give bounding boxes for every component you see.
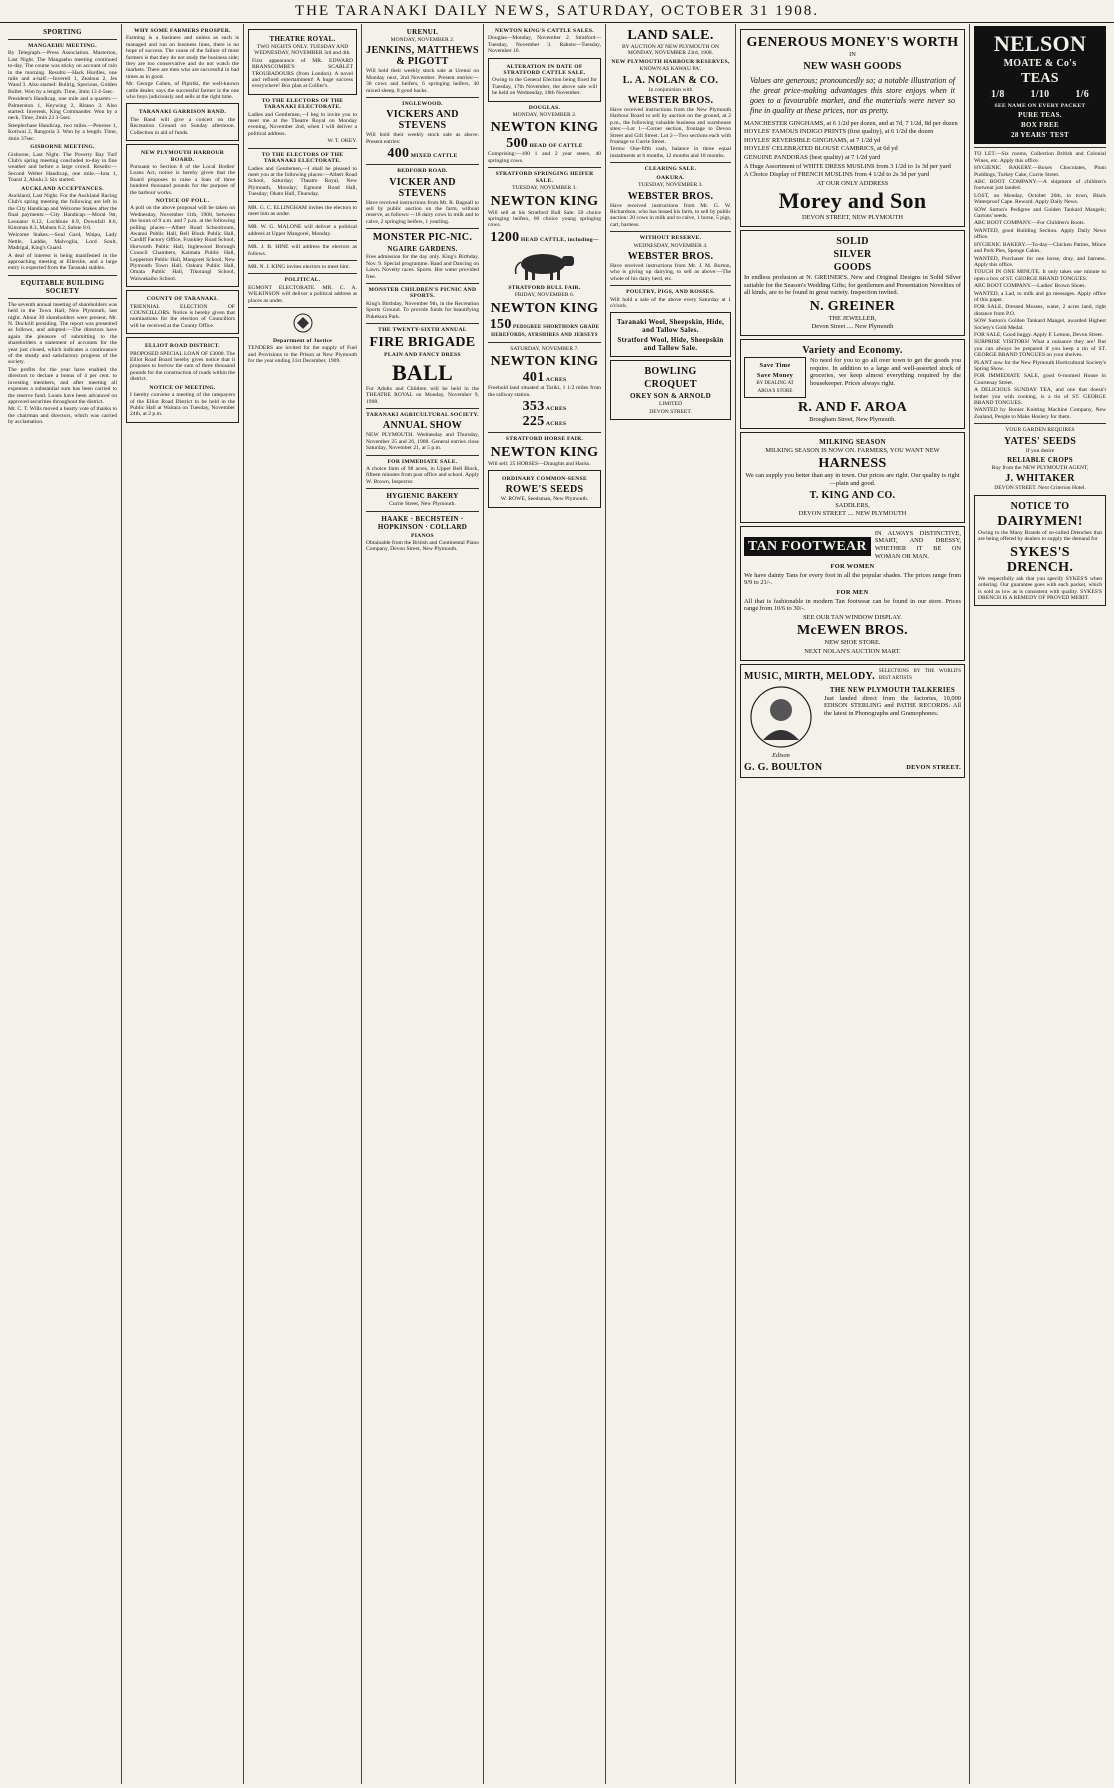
variety-heading: Variety and Economy. bbox=[802, 344, 903, 356]
price-item: A Choice Display of FRENCH MUSLINS from 4 1/2d to 2s 3d per yard bbox=[744, 171, 930, 179]
auctioneer-name: VICKERS AND STEVENS bbox=[386, 109, 459, 132]
notice-text: A poll on the above proposal will be taken on Wednesday, November 11th, 1908, between the hours of 9 a.m. and 7 p.m. at the following polling places:—Albert Road Schoolroom, Awanui Public Hall, Bell Block Public Hall, Cardiff Factory Office, Frankley Road School, Hurworth Public Hall, Inglewood Borough Council Chambers, Kaimata Public Hall, Lepperton Public Hall, Mangorei School, New Plymouth Town Hall, Oakura Public Hall, Omata Public Hall, Tikorangi School, Waiwakaiho School. bbox=[130, 205, 235, 282]
sale-text: Douglas—Monday, November 2. Stratford—Tuesday, November 3. Rahotu—Tuesday, November 10. bbox=[488, 35, 601, 55]
sale-date: MONDAY, NOVEMBER 2. bbox=[390, 37, 455, 43]
sale-text: Comprising:—100 1 and 2 year steers, 40 springing cows. bbox=[488, 151, 601, 164]
sale-text: A choice farm of 98 acres, in Upper Bell Block, fifteen minutes from post office and school. Apply W. Brown, Inspector. bbox=[366, 466, 479, 485]
croquet-heading: CROQUET bbox=[644, 379, 697, 391]
classified-ad: ABC BOOT COMPANY.—For Children's Boots. bbox=[974, 220, 1085, 227]
dairymen-heading: DAIRYMEN! bbox=[997, 513, 1083, 529]
bull-count: 150 PEDIGREE SHORTHORN GRADE HEREFORDS, AYRSHIRES AND JERSEYS bbox=[489, 316, 600, 338]
alteration-notice bbox=[488, 58, 601, 102]
price-item: HOYLES' FAMOUS INDIGO PRINTS (first quality), at 6 1/2d the dozen bbox=[744, 128, 934, 136]
harbour-notice bbox=[126, 144, 239, 287]
goods-heading: GOODS bbox=[833, 261, 872, 273]
wool-heading: Taranaki Wool, Sheepskin, Hide, and Tallow Sales. bbox=[616, 318, 725, 335]
music-sub: SELECTIONS BY THE WORLD'S BEST ARTISTS bbox=[878, 668, 961, 682]
divider bbox=[366, 455, 479, 456]
notice-text: MR. J. B. HINE will address the electors as follows. bbox=[248, 244, 357, 257]
aroa-ad bbox=[740, 339, 965, 429]
dress-label: PLAIN AND FANCY DRESS bbox=[384, 352, 461, 359]
sale-text: Will hold their weekly stock sale at Urenui on Monday next, 2nd November. Present entries:—30 cows and heifers, 6 springing heifers, 40 mixed sheep, 8 good hacks. bbox=[366, 68, 479, 94]
aroa-store-label: BY DEALING AT AROA'S STORE bbox=[756, 381, 794, 394]
notice-text: Owing to the General Election being fixed for Tuesday, 17th November, the above sale will be held on Wednesday, 18th November. bbox=[492, 77, 597, 97]
notice-text: MR. N. J. KING invites electors to meet him. bbox=[248, 263, 350, 270]
edison-portrait-icon bbox=[749, 684, 813, 750]
elliot-heading: ELLIOT ROAD DISTRICT. bbox=[145, 343, 220, 350]
notice-text: EGMONT ELECTORATE. MR. C. A. WILKINSON will deliver a political address at places as under. bbox=[248, 284, 357, 304]
sale-date: SATURDAY, NOVEMBER 7. bbox=[510, 345, 579, 352]
talkeries-text: Just landed direct from the factories, 10,000 EDISON STERLING and PATHE RECORDS. All the latest in Phonographs and Gramophones. bbox=[824, 694, 961, 717]
morey-heading: Morey and Son bbox=[778, 188, 927, 214]
article-text: Steeplechase Handicap, two miles.—Penrose 1, Kotiwai 2, Rangoria 3. Won by a length. Time, 4min 37sec. bbox=[8, 122, 117, 142]
oakura-heading: OAKURA. bbox=[656, 174, 685, 181]
silver-goods-ad bbox=[740, 230, 965, 336]
generous-heading: GENEROUS MONEY'S WORTH bbox=[746, 35, 959, 50]
conjunction-label: In conjunction with bbox=[648, 86, 693, 93]
newton-king-heading: NEWTON KING bbox=[490, 300, 599, 316]
reliable-heading: RELIABLE CROPS bbox=[1007, 456, 1073, 465]
women-heading: FOR WOMEN bbox=[830, 563, 875, 571]
notice-text: The Band will give a concert on the Recreation Ground on Sunday afternoon. Collection in aid of funds. bbox=[130, 116, 235, 136]
column-auctions bbox=[362, 24, 484, 1784]
divider bbox=[248, 201, 357, 202]
article-text: Farming is a business and unless as such is managed and run on business lines, there is no hope of success. The cause of the failure of most farmers is that they do not study the business side; they are too conservative and do not watch the markets. There are men who are successful in bad times as in good. bbox=[126, 35, 239, 80]
land-sale-date: BY AUCTION AT NEW PLYMOUTH ON MONDAY, NOVEMBER 23rd, 1908. bbox=[621, 44, 720, 57]
milking-text: MILKING SEASON IS NOW ON. FARMERS, YOU WANT NEW bbox=[765, 446, 940, 454]
sports-text: King's Birthday, November 9th, in the Recreation Sports Ground. To provide funds for beautifying Pukekura Park. bbox=[366, 300, 479, 320]
wash-goods-heading: NEW WASH GOODS bbox=[803, 60, 902, 72]
divider bbox=[248, 240, 357, 241]
inglewood-heading: INGLEWOOD. bbox=[402, 101, 443, 108]
sale-text: Will hold their weekly stock sale as above. Present entries: bbox=[366, 132, 479, 145]
sale-date: TUESDAY, NOVEMBER 3. bbox=[638, 182, 703, 189]
band-heading: TARANAKI GARRISON BAND. bbox=[138, 109, 227, 116]
newton-king-heading: NEWTON KING bbox=[490, 193, 599, 209]
greiner-address: Devon Street .... New Plymouth bbox=[811, 323, 894, 331]
divider bbox=[488, 432, 601, 433]
wash-goods-ad bbox=[740, 29, 965, 227]
acreage: 401 ACRES bbox=[522, 370, 567, 386]
tan-heading: TAN FOOTWEAR bbox=[744, 537, 871, 556]
divider bbox=[366, 408, 479, 409]
buy-label: Buy from the NEW PLYMOUTH AGENT, bbox=[991, 465, 1089, 472]
edison-signature: Edison bbox=[772, 752, 790, 760]
divider bbox=[8, 275, 117, 276]
men-heading: FOR MEN bbox=[836, 589, 869, 596]
sale-date: MONDAY, NOVEMBER 2. bbox=[512, 112, 577, 119]
nelson-moate-ad bbox=[974, 26, 1106, 144]
ag-society: TARANAKI AGRICULTURAL SOCIETY. bbox=[366, 411, 479, 418]
sale-text: Freehold land situated at Tariki, 1 1/2 miles from the railway station. bbox=[488, 385, 601, 398]
newton-king-heading: NEWTON KING bbox=[490, 354, 599, 370]
sale-date: TUESDAY, NOVEMBER 3. bbox=[512, 185, 577, 192]
harbour-reserves: NEW PLYMOUTH HARBOUR RESERVES, bbox=[611, 58, 730, 65]
immediate-sale: FOR IMMEDIATE SALE. bbox=[387, 458, 458, 465]
yates-sub: If you desire bbox=[1025, 447, 1055, 454]
political-heading: POLITICAL. bbox=[284, 277, 321, 284]
classified-ad: WANTED by Bonier Knitting Machine Company, New Zealand, People to Make Hosiery for them. bbox=[974, 407, 1106, 420]
divider bbox=[248, 260, 357, 261]
nolan-heading: L. A. NOLAN & CO. bbox=[622, 74, 719, 86]
silver-heading: SILVER bbox=[833, 248, 872, 260]
divider bbox=[248, 220, 357, 221]
edison-portrait bbox=[744, 684, 818, 760]
talkeries-ad bbox=[740, 664, 965, 778]
address-label: AT OUR ONLY ADDRESS bbox=[816, 179, 889, 187]
teas-heading: TEAS bbox=[1021, 71, 1059, 86]
picnic-text: Free admission for the day only. King's Birthday, Nov. 9. Special programme. Band and Dancing on Lawn. Novelty races. Sports. Hot water provided free. bbox=[366, 254, 479, 280]
brigade-label: THE TWENTY-SIXTH ANNUAL bbox=[378, 326, 467, 333]
harbour-heading: NEW PLYMOUTH HARBOUR BOARD. bbox=[140, 150, 225, 163]
classified-ad: TO LET.—Six rooms, Collection British and Colonial Wines, etc. Apply this office. bbox=[974, 151, 1106, 164]
gisborne-heading: GISBORNE MEETING. bbox=[30, 144, 95, 151]
sale-text: Will sell: 25 HORSES—Draughts and Hacks. bbox=[488, 460, 591, 467]
ball-heading: BALL bbox=[391, 359, 454, 385]
classified-ad: SOW Sutton's Golden Tankard Mangel, awarded Highest Society's Gold Medal. bbox=[974, 318, 1106, 331]
land-sale-heading: LAND SALE. bbox=[627, 28, 714, 43]
divider bbox=[366, 488, 479, 489]
heifer-sale-heading: STRATFORD SPRINGING HEIFER SALE. bbox=[495, 171, 594, 184]
divider bbox=[610, 285, 731, 286]
sporting-heading: SPORTING bbox=[43, 28, 82, 36]
men-text: All that is fashionable in modern Tan footwear can be found in our store. Prices range from 10/6 to 30/-. bbox=[744, 597, 961, 613]
divider bbox=[248, 273, 357, 274]
price-1: 1/8 bbox=[990, 89, 1005, 100]
band-notice bbox=[126, 103, 239, 141]
column-display-ads bbox=[736, 24, 970, 1784]
newton-king-heading: NEWTON KING bbox=[490, 120, 599, 136]
classified-ad: A DELICIOUS SUNDAY TEA, and one that doesn't bother you with cooking, is a tin of ST. GEORGE BRAND TONGUES. bbox=[974, 387, 1106, 407]
sale-date: WEDNESDAY, NOVEMBER 4. bbox=[633, 242, 708, 249]
bakery-heading: HYGIENIC BAKERY bbox=[386, 492, 459, 501]
meeting-heading: NOTICE OF MEETING. bbox=[149, 384, 216, 391]
signature: W. T. OKEY. bbox=[327, 138, 357, 145]
divider bbox=[8, 298, 117, 299]
tan-header bbox=[744, 530, 961, 561]
columns bbox=[4, 24, 1110, 1784]
whitaker-heading: J. WHITAKER bbox=[1005, 473, 1075, 485]
notice-text: PROPOSED SPECIAL LOAN OF £3000. The Elliot Road Board hereby gives notice that it proposes to borrow the sum of three thousand pounds for the construction of roads within the district. bbox=[130, 350, 235, 383]
price-item: MANCHESTER GINGHAMS, at 6 1/2d per dozen, and at 7d, 7 1/2d, 8d per dozen bbox=[744, 119, 958, 127]
theatre-dates: TWO NIGHTS ONLY. TUESDAY AND WEDNESDAY, NOVEMBER 3rd and 4th. bbox=[254, 44, 351, 57]
newton-king-heading: NEWTON KING bbox=[490, 444, 599, 460]
classified-ad: WANTED, Purchaser for one horse, dray, and harness. Apply this office. bbox=[974, 255, 1106, 268]
cattle-count: 500 HEAD OF CATTLE bbox=[506, 136, 583, 152]
equitable-heading: EQUITABLE BUILDING SOCIETY bbox=[20, 278, 105, 295]
sale-text: Will sell at his Stratford Bull Sale: 50 choice springing heifers, 60 choice young springing cows. bbox=[488, 209, 601, 229]
land-terms: Terms: One-fifth cash, balance in three equal instalments at 6 months, 12 months and 18 months. bbox=[610, 146, 731, 159]
theatre-ad bbox=[248, 29, 357, 95]
tea-slogan: SEE NAME ON EVERY PACKET bbox=[994, 103, 1086, 109]
greiner-heading: N. GREINER bbox=[809, 298, 896, 314]
wool-heading-2: Stratford Wool, Hide, Sheepskin and Tallow Sale. bbox=[617, 336, 724, 353]
fire-brigade-heading: FIRE BRIGADE bbox=[369, 335, 476, 351]
price-item: GENUINE PANDORAS (best quality) at 7 1/2d yard bbox=[744, 153, 881, 161]
mangaehu-heading: MANGAEHU MEETING. bbox=[28, 43, 97, 49]
theatre-text: First appearance of MR. EDWARD BRANSCOMBE'S SCARLET TROUBADOURS (from London). A novel and refined entertainment! A huge success everywhere! Box plan at Collier's. bbox=[252, 57, 353, 90]
sale-text: Will hold a sale of the above every Saturday at 1 o'clock. bbox=[610, 296, 731, 309]
divider bbox=[366, 283, 479, 284]
price-item: HOYLES' CELEBRATED BLOUSE CAMBRICS, at 6d yd bbox=[744, 145, 898, 153]
okey-ad bbox=[610, 360, 731, 420]
whitaker-address: DEVON STREET. Next Criterion Hotel. bbox=[994, 485, 1086, 492]
cattle-count: 400 MIXED CATTLE bbox=[387, 146, 458, 162]
mcewen-address: NEXT NOLAN'S AUCTION MART. bbox=[804, 647, 901, 655]
webster-heading: WEBSTER BROS. bbox=[627, 250, 714, 262]
dairy-text: Owing to the Many Brands of so-called Drenches that are being offered by dealers to supply the demand for bbox=[978, 529, 1102, 543]
garden-label: YOUR GARDEN REQUIRES bbox=[1005, 427, 1075, 434]
divider bbox=[366, 164, 479, 165]
masthead: THE TARANAKI DAILY NEWS, SATURDAY, OCTOBER 31 1908. bbox=[0, 0, 1114, 23]
classified-ad: SOW Sutton's Pedigree and Golden Tankard Mangels; Gartons' seeds. bbox=[974, 206, 1106, 220]
divider bbox=[248, 307, 357, 308]
price-3: 1/6 bbox=[1075, 89, 1090, 100]
aroa-text: No need for you to go all over town to get the goods you require. In addition to a large and well-assorted stock of groceries, we keep almost everything required by the housekeeper. Prices always right. bbox=[810, 356, 961, 387]
county-notice bbox=[126, 290, 239, 334]
article-text: A deal of interest is being manifested in the approaching meeting at Ellerslie, and a large entry is expected from the Taranaki stables. bbox=[8, 252, 117, 272]
article-text: Auckland, Last Night. For the Auckland Racing Club's spring meeting the following are left in the City Handicap and Welcome Stakes after the final payments:—City Handicap.—Moral 9st, Leonator 8.12, Lochbuie 8.9, Downfall 8.6, Kinsman 8.3, Mahuta 8.2, Salute 8.0. bbox=[8, 192, 117, 231]
article-text: Mr. C. T. Wills moved a hearty vote of thanks to the chairman and directors, which was carried by acclamation. bbox=[8, 406, 117, 426]
classified-ad: TOUCH IN ONE MINUTE. It only takes one minute to open a box of ST. GEORGE BRAND TONGUES. bbox=[974, 269, 1106, 282]
picnic-heading: MONSTER PIC-NIC. bbox=[372, 232, 473, 244]
show-heading: ANNUAL SHOW bbox=[382, 420, 463, 432]
boulton-heading: G. G. BOULTON bbox=[744, 761, 823, 773]
divider bbox=[610, 162, 731, 163]
boulton-footer bbox=[744, 760, 961, 774]
article-text: The seventh annual meeting of shareholders was held in the Town Hall, New Plymouth, last night. About 30 shareholders were present, Mr. N. Dockrill presiding. The report was presented as follows, and adopted:—The directors have again the pleasure of submitting to the shareholders a statement of accounts for the year just closed, which indicates a continuance of the steady and satisfactory progress of the society. bbox=[8, 301, 117, 366]
harness-heading: HARNESS bbox=[818, 456, 887, 472]
auckland-heading: AUCKLAND ACCEPTANCES. bbox=[21, 185, 104, 192]
tking-address: DEVON STREET .... NEW PLYMOUTH bbox=[798, 510, 907, 518]
classified-ad: FOR SALE, Dressed Mosses, water, 2 acres land, right distance from P.O. bbox=[974, 304, 1106, 317]
talkeries-body bbox=[744, 684, 961, 760]
years-test: 28 YEARS' TEST bbox=[1011, 131, 1069, 140]
notice-text: TRIENNIAL ELECTION OF COUNCILLORS. Notice is hereby given that nominations for the election of Councillors will be received at the County Office. bbox=[130, 303, 235, 329]
webster-heading: WEBSTER BROS. bbox=[627, 95, 714, 107]
cattle-count: 1200 HEAD CATTLE, including— bbox=[490, 229, 599, 245]
poultry-heading: POULTRY, PIGS, AND ROSSES. bbox=[626, 289, 715, 296]
solid-heading: SOLID bbox=[836, 235, 869, 247]
poll-heading: NOTICE OF POLL. bbox=[155, 197, 210, 204]
divider bbox=[248, 148, 357, 149]
alteration-heading: ALTERATION IN DATE OF STRATFORD CATTLE SALE. bbox=[503, 63, 586, 77]
okey-heading: OKEY SON & ARNOLD bbox=[630, 392, 711, 401]
save-time: Save Time bbox=[759, 361, 791, 369]
moate-heading: MOATE & Co's bbox=[1003, 58, 1077, 69]
column-newton-king bbox=[484, 24, 606, 1784]
bowling-heading: BOWLING bbox=[644, 366, 697, 378]
save-box bbox=[744, 357, 806, 398]
sale-text: Have received instructions from Mr. J. M. Burton, who is giving up dairying, to sell as above:—The whole of his dairy herd, etc. bbox=[610, 262, 731, 282]
jeweller-label: THE JEWELLER, bbox=[828, 314, 877, 322]
silver-text: In endless profusion at N. GREINER'S. New and Original Designs in Solid Silver suitable for the Season's Wedding Gifts; for gentlemen and Presentation Novelties of all kinds, are to be found in great variety. Inspection invited. bbox=[744, 273, 961, 297]
sale-text: Have received instructions from Mr. G. W. Richardson, who has leased his farm, to sell by public auction: 20 cows in milk and to calve, 1 horse, 5 pigs, cart, harness. bbox=[610, 202, 731, 228]
column-sporting bbox=[4, 24, 122, 1784]
sykes-heading: SYKES'S DRENCH. bbox=[1006, 544, 1074, 575]
piano-brands: HAAKE · BECHSTEIN · HOPKINSON · COLLARD bbox=[377, 514, 468, 531]
classified-ad: WANTED, a Lad, to milk and go messages. Apply office of this paper. bbox=[974, 290, 1106, 303]
sports-heading: MONSTER CHILDREN'S PICNIC AND SPORTS. bbox=[368, 286, 477, 300]
seeds-heading: ROWE'S SEEDS bbox=[505, 484, 584, 496]
classified-ad: WANTED, good Building Section. Apply Daily News office. bbox=[974, 227, 1106, 241]
article-text: Gisborne, Last Night. The Poverty Bay Turf Club's spring meeting concluded to-day in fine weather and before a large crowd. Results:—Second Welter Handicap, one mile.—Iota 1, Toaral 2, Ahulu 3. Six started. bbox=[8, 151, 117, 184]
price-item: A Huge Assortment of WHITE DRESS MUSLINS from 3 1/2d to 1s 3d per yard bbox=[744, 162, 951, 170]
show-text: NEW PLYMOUTH. Wednesday and Thursday, November 25 and 26, 1908. General entries close Saturday, November 21, at 5 p.m. bbox=[366, 432, 479, 452]
aroa-heading: R. AND F. AROA bbox=[797, 400, 908, 416]
classified-ad: SURPRISE VISITORS! What a nuisance they are! But you can always be prepared if you keep a tin of ST. GEORGE BRAND TONGUES on your shelves. bbox=[974, 339, 1106, 359]
article-text: By Telegraph.—Press Association. Masterton, Last Night. The Mangaehu meeting continued to-day. The course was sticky on account of rain in the morning. Results:—Hack Hurdles, one mile and a-half.—Inverell 1, Zealous 2, Jes Wand 3. Also started: Bullrig, Specious, Golden Bullet. Won by a length. Time, 3min 13 4-5sec. bbox=[8, 50, 117, 95]
column-notices bbox=[122, 24, 244, 1784]
acreage: 225 ACRES bbox=[522, 414, 567, 430]
tking-heading: T. KING AND CO. bbox=[809, 489, 896, 501]
notice-text: I hereby convene a meeting of the ratepayers of the Elliot Road District to be held in the Public Hall at Waitara on Tuesday, November 24th, at 2 p.m. bbox=[130, 392, 235, 418]
tan-footwear-ad bbox=[740, 526, 965, 661]
divider bbox=[366, 323, 479, 324]
okey-limited: LIMITED bbox=[659, 401, 682, 408]
column-land-sale bbox=[606, 24, 736, 1784]
urenui-heading: URENUI. bbox=[406, 28, 439, 36]
music-header bbox=[744, 668, 961, 684]
morey-address: DEVON STREET, NEW PLYMOUTH bbox=[801, 214, 903, 222]
box-free: BOX FREE bbox=[1021, 121, 1059, 130]
article-text: Mr. George Cohen, of Pipiriki, the well-known cattle dealer, says the successful farmer is the one who buys judiciously and sells at the right time. bbox=[126, 81, 239, 101]
divider bbox=[974, 423, 1106, 424]
ball-text: For Adults and Children will be held in the THEATRE ROYAL on Monday, November 9, 1908. bbox=[366, 385, 479, 405]
mcewen-sub: NEW SHOE STORE. bbox=[824, 639, 881, 647]
notice-text: MR. W. G. MALONE will deliver a political address at Upper Mangorei, Monday. bbox=[248, 224, 357, 237]
clearing-heading: CLEARING SALE. bbox=[644, 166, 697, 173]
webster-heading: WEBSTER BROS. bbox=[627, 190, 714, 202]
article-text: President's Handicap, one mile and a quarter.—Palmerston 1, Keywing 2, Ritano 3. Also started: Inveresk, King Commander. Won by a neck. Time, 2min 23 3-5sec. bbox=[8, 96, 117, 122]
justice-heading: Department of Justice bbox=[272, 338, 333, 344]
aroa-body bbox=[744, 357, 961, 398]
mcewen-heading: McEWEN BROS. bbox=[797, 623, 908, 639]
divider bbox=[366, 97, 479, 98]
divider bbox=[366, 511, 479, 512]
electors-heading: TO THE ELECTORS OF THE TARANAKI ELECTORATE. bbox=[261, 151, 344, 165]
divider bbox=[8, 39, 117, 40]
notice-text: Ladies and Gentlemen,—I beg to invite you to meet me at the Theatre Royal on Monday evening, November 2nd, when I will deliver a political address. bbox=[248, 111, 357, 137]
divider bbox=[488, 167, 601, 168]
notice-heading: NOTICE TO bbox=[1010, 500, 1070, 512]
elliot-notice bbox=[126, 337, 239, 422]
wash-intro: Values are generous; pronouncedly so; a notable illustration of the great price-making advantages this store enjoys when it goes to a favourable market, and the materials were never so fine in quality at these prices, nor as pretty. bbox=[750, 75, 955, 115]
farmers-heading: WHY SOME FARMERS PROSPER. bbox=[134, 28, 231, 34]
douglas-heading: DOUGLAS. bbox=[528, 104, 561, 111]
save-money: Save Money bbox=[756, 371, 794, 379]
classified-ad: HYGIENIC BAKERY.—Boxes Chocolates, Plum Puddings, Turkey Cake, Currie Street. bbox=[974, 165, 1106, 178]
aroa-address: Brougham Street, New Plymouth. bbox=[809, 416, 896, 424]
cattle-sales-heading: NEWTON KING'S CATTLE SALES. bbox=[495, 28, 594, 34]
notice-text: MR. G. C. ELLINGHAM invites the electors to meet him as under. bbox=[248, 204, 357, 217]
classified-ad: HYGIENIC BAKERY.—To-day—Chicken Patties, Mince and Pork Pies, Sponge Cakes. bbox=[974, 241, 1106, 255]
column-classified bbox=[970, 24, 1110, 1784]
music-heading: MUSIC, MIRTH, MELODY. bbox=[744, 670, 875, 682]
boulton-address: DEVON STREET. bbox=[906, 763, 961, 771]
window-label: SEE OUR TAN WINDOW DISPLAY. bbox=[803, 613, 902, 621]
notice-text: Ladies and Gentlemen,—I shall be pleased to meet you at the following places:—Albert Road School, Saturday; Theatre Royal, New Plymouth, Monday; Egmont Road Hall, Tuesday; Okato Hall, Thursday. bbox=[248, 165, 357, 198]
classified-ad: ABC BOOT COMPANY.—A shipment of children's footwear just landed. bbox=[974, 179, 1106, 192]
bedford-heading: BEDFORD ROAD. bbox=[397, 168, 448, 175]
notice-text: TENDERS are invited for the supply of Fuel and Provisions to the Prison at New Plymouth for the year ending 31st December, 1909. bbox=[248, 345, 357, 365]
pure-teas: PURE TEAS. bbox=[1018, 111, 1062, 120]
in-label: IN bbox=[849, 51, 856, 58]
sykes-text: We respectfully ask that you specify SYKES'S when ordering. Our guarantee goes with each packet, which is sold as low as is consistent with quality. SYKES'S DRENCH IS A REMEDY OF PROVED MERIT. bbox=[978, 575, 1102, 601]
price-item: HOYLES' REVERSIBLE GINGHAMS, at 7 1/2d yd bbox=[744, 136, 881, 144]
rowe-address: W. ROWE, Seedsman, New Plymouth. bbox=[500, 496, 589, 503]
article-text: Welcome Stakes.—Soul Gard, Waipu, Lady Nettle, Laddie, Malvoglia, Lord Soult, Madrigal, King's Guard. bbox=[8, 232, 117, 252]
notice-text: Pursuant to Section 8 of the Local Bodies' Loans Act, notice is hereby given that the Board proposes to raise a loan of three hundred thousand pounds for the purpose of the harbour works. bbox=[130, 163, 235, 196]
auctioneer-name: VICKER AND STEVENS bbox=[389, 176, 456, 199]
classified-ad: FOR SALE, Good buggy. Apply F. Lemon, Devon Street. bbox=[974, 331, 1104, 338]
harness-ad bbox=[740, 432, 965, 523]
okey-address: DEVON STREET. bbox=[649, 408, 692, 415]
harness-text: We can supply you better than any in town. Our prices are right. Our quality is right—plain and good. bbox=[745, 472, 960, 488]
county-heading: COUNTY OF TARANAKI. bbox=[146, 296, 219, 303]
sale-text: Have received instructions from Mr. R. Bagnall to sell by public auction on the farm, without reserve, as follows:—18 dairy cows in milk and to calve, 2 springing heifers, 1 yearling. bbox=[366, 199, 479, 225]
article-text: The profits for the year have enabled the directors to declare a bonus of 4 per cent. to investing members, and after meeting all expenses a substantial sum has been carried to the reserve fund. Loans have been advanced on approved securities throughout the district. bbox=[8, 366, 117, 405]
tea-prices bbox=[978, 87, 1102, 101]
without-reserve-heading: WITHOUT RESERVE. bbox=[639, 235, 702, 242]
auctioneer-name: JENKINS, MATTHEWS & PIGOTT bbox=[366, 45, 479, 68]
nelson-heading: NELSON bbox=[993, 31, 1087, 56]
yates-heading: YATES' SEEDS bbox=[1003, 435, 1077, 447]
bull-fair-heading: STRATFORD BULL FAIR. bbox=[508, 284, 581, 291]
land-text: Have received instructions from the New Plymouth Harbour Board to sell by auction on the ground, at 2 p.m., the following valuable business and warehouse sites:—Lot 1—Corner section, frontage to Devon Street and Gill Street. Lot 2—Two sections each with frontage to Currie Street. bbox=[610, 107, 731, 146]
ordinary-heading: ORDINARY COMMON-SENSE bbox=[502, 475, 587, 482]
horse-fair-heading: STRATFORD HORSE FAIR. bbox=[505, 436, 584, 443]
sykes-drench-ad bbox=[974, 495, 1106, 606]
bakery-text: Currie Street, New Plymouth. bbox=[389, 501, 456, 508]
divider bbox=[974, 147, 1106, 148]
electors-heading: TO THE ELECTORS OF THE TARANAKI ELECTORATE. bbox=[261, 97, 344, 111]
piano-text: Obtainable from the British and Continental Piano Company, Devon Street, New Plymouth. bbox=[366, 540, 479, 553]
classified-ad: ABC BOOT COMPANY.—Ladies' Brown Shoes. bbox=[974, 283, 1086, 290]
classified-ad: FOR IMMEDIATE SALE, good 6-roomed House in Courtenay Street. bbox=[974, 373, 1106, 386]
acreage: 353 ACRES bbox=[522, 399, 567, 415]
wool-sale-ad bbox=[610, 312, 731, 357]
column-political bbox=[244, 24, 362, 1784]
rowe-ad bbox=[488, 470, 601, 508]
theatre-heading: THEATRE ROYAL. bbox=[269, 35, 336, 43]
women-text: We have dainty Tans for every foot in all the popular shades. The prices range from 9/9 to 21/-. bbox=[744, 571, 961, 587]
classified-ad: LOST, on Monday, October 26th, in town, Black Waterproof Cape. Reward. Apply Daily News. bbox=[974, 192, 1106, 206]
pianos-label: PIANOS bbox=[411, 532, 434, 539]
price-2: 1/10 bbox=[1030, 89, 1050, 100]
talkeries-info bbox=[824, 684, 961, 760]
divider bbox=[610, 231, 731, 232]
saddlers-label: SADDLERS, bbox=[835, 501, 870, 509]
sale-date: FRIDAY, NOVEMBER 6. bbox=[514, 292, 575, 299]
divider bbox=[488, 342, 601, 343]
milking-heading: MILKING SEASON bbox=[819, 437, 886, 446]
crest-icon bbox=[288, 312, 318, 334]
kawau-label: KNOWN AS KAWAU PA'. bbox=[639, 66, 702, 73]
classified-ad: PLANT now for the New Plymouth Horticultural Society's Spring Show. bbox=[974, 359, 1106, 372]
divider bbox=[366, 228, 479, 229]
picnic-place: NGAIRE GARDENS. bbox=[387, 245, 458, 254]
bull-illustration-icon bbox=[510, 248, 580, 282]
talkeries-heading: THE NEW PLYMOUTH TALKERIES bbox=[829, 685, 956, 694]
tan-sub: IN ALWAYS DISTINCTIVE, SMART, AND DRESSY, WHETHER IT BE ON WOMAN OR MAN. bbox=[874, 529, 961, 560]
